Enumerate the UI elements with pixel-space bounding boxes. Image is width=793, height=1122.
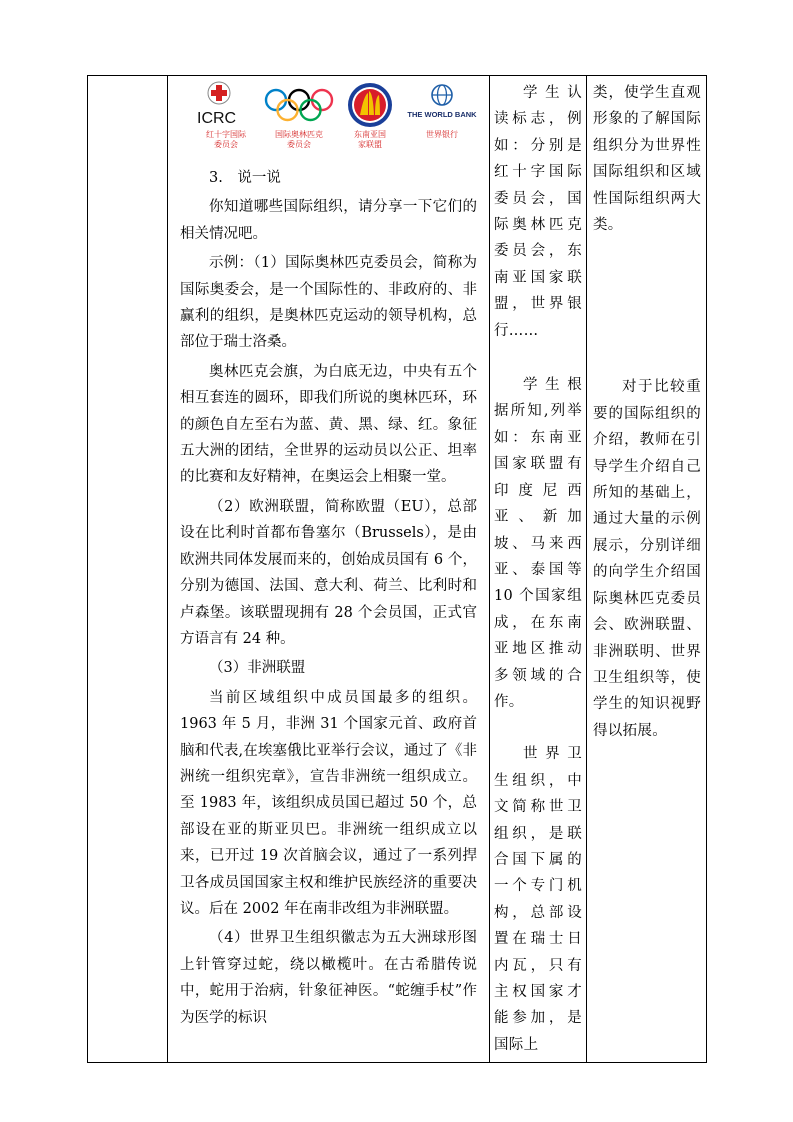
- logo-caption: 家联盟: [358, 140, 382, 149]
- intent-note: 对于比较重要的国际组织的介绍，教师在引导学生介绍自己所知的基础上，通过大量的示例展示，分别详细的向学生介绍国际奥林匹克委员会、欧洲联盟、非洲联明、世界卫生组织等，使学生的知识视野得以拓展。: [593, 379, 701, 739]
- logo-caption: 红十字国际: [206, 130, 246, 139]
- icrc-text: ICRC: [197, 110, 237, 127]
- world-bank-icon: [406, 81, 478, 129]
- content-cell: [168, 76, 489, 1062]
- asean-logo: [338, 80, 402, 160]
- logo-caption: 国际奥林匹克: [275, 130, 323, 139]
- logo-strip: [180, 76, 477, 164]
- design-intent-cell: [587, 76, 707, 1062]
- student-note: 学生根据所知,列举如：东南亚国家联盟有印度尼西亚、新加坡、马来西亚、泰国等 10 个国家组成，在东南亚地区推动多领域的合作。: [494, 377, 582, 710]
- world-bank-text: THE WORLD BANK: [407, 110, 477, 119]
- olympic-rings-icon: [263, 88, 335, 122]
- paragraph: 奥林匹克会旗，为白底无边，中央有五个相互套连的圆环，即我们所说的奥林匹环，环的颜色自左至右为蓝、黄、黑、绿、红。象征五大洲的团结，全世界的运动员以公正、坦率的比赛和友好精神，在奥运会上相聚一堂。: [180, 363, 477, 486]
- logo-caption: 世界银行: [426, 130, 458, 139]
- paragraph: （2）欧洲联盟，简称欧盟（EU），总部设在比利时首都布鲁塞尔（Brussels），是由欧洲共同体发展而来的，创始成员国有 6 个，分别为德国、法国、意大利、荷兰、比利时和卢森堡。该联盟现拥有 28 个会员国，正式官方语言有 24 种。: [180, 498, 477, 647]
- intent-note: 类，使学生直观形象的了解国际组织分为世界性国际组织和区域性国际组织两大类。: [593, 85, 701, 234]
- section-heading: 3. 说一说: [209, 170, 281, 186]
- paragraph: 示例：（1）国际奥林匹克委员会，简称为国际奥委会，是一个国际性的、非政府的、非赢利的组织，是奥林匹克运动的领导机构，总部位于瑞士洛桑。: [180, 255, 477, 351]
- student-activity-cell: [490, 76, 586, 1062]
- student-note: 世界卫生组织，中文简称世卫组织，是联合国下属的一个专门机构，总部设置在瑞士日内瓦，只有主权国家才能参加，是国际上: [494, 746, 582, 1053]
- red-cross-icon: [195, 81, 257, 129]
- student-note: 学生认读标志，例如：分别是红十字国际委员会，国际奥林匹克委员会，东南亚国家联盟，世界银行……: [494, 85, 582, 339]
- paragraph: 当前区域组织中成员国最多的组织。1963 年 5 月，非洲 31 个国家元首、政府首脑和代表,在埃塞俄比亚举行会议，通过了《非洲统一组织宪章》，宣告非洲统一组织成立。至 1983 年，该组织成员国已超过 50 个，总部设在亚的斯亚贝巴。非洲统一组织成立以来，已开过 19 次首脑会议，通过了一系列捍卫各成员国国家主权和维护民族经济的重要决议。后在 2002 年在南非改组为非洲联盟。: [180, 689, 477, 917]
- logo-caption: 委员会: [214, 140, 238, 149]
- paragraph: （3）非洲联盟: [209, 660, 306, 677]
- world-bank-logo: [406, 80, 478, 160]
- asean-emblem-icon: [346, 81, 394, 129]
- paragraph: 你知道哪些国际组织，请分享一下它们的相关情况吧。: [180, 199, 477, 242]
- paragraph: （4）世界卫生组织徽志为五大洲球形图上针管穿过蛇，绕以橄榄叶。在古希腊传说中，蛇用于治病，针象征神医。“蛇缠手杖”作为医学的标识: [180, 930, 477, 1026]
- olympic-logo: [262, 80, 336, 160]
- logo-caption: 东南亚国: [354, 130, 386, 139]
- icrc-logo: [194, 80, 258, 160]
- lesson-table: [87, 75, 707, 1063]
- logo-caption: 委员会: [287, 140, 311, 149]
